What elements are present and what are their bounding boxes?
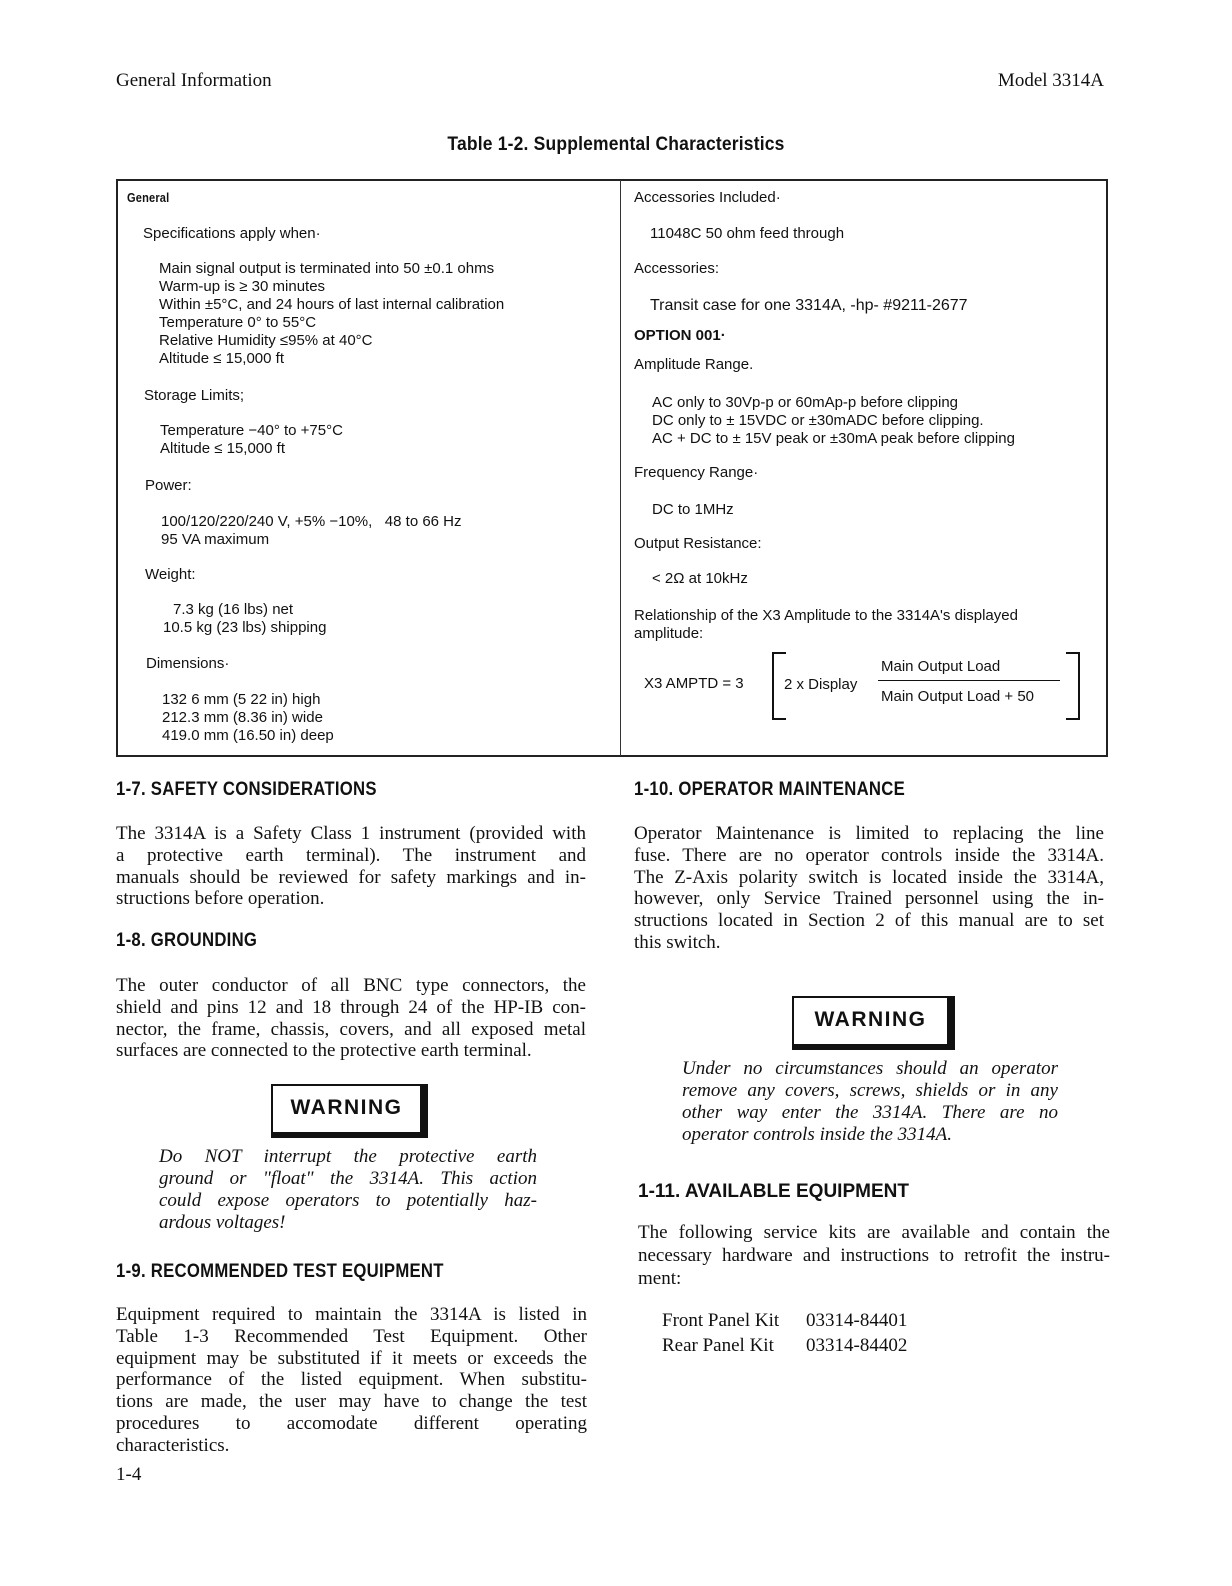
amplitude-range-label: Amplitude Range. [634, 356, 754, 373]
table-general-heading: General [127, 190, 170, 205]
relationship-text [634, 607, 1018, 643]
accessories-included-label: Accessories Included· [634, 189, 781, 206]
text-line: this switch. [634, 931, 721, 953]
warning-line: other way enter the 3314A. There are no [682, 1102, 1058, 1123]
grounding-warning-text [159, 1146, 537, 1234]
warning-line: Do NOT interrupt the protective earth [159, 1146, 537, 1167]
dimensions-label: Dimensions· [146, 655, 230, 672]
text-line: Operator Maintenance is limited to replacing the line [634, 823, 1104, 844]
warning-line: ardous voltages! [159, 1212, 286, 1233]
option-label: OPTION 001· [634, 327, 726, 344]
spec-apply-label: Specifications apply when· [143, 225, 321, 242]
storage-limits-list [160, 422, 343, 458]
power-label: Power: [145, 477, 192, 494]
text-line: The following service kits are available and contain the [638, 1222, 1110, 1243]
text-line: procedures to accomodate different operating [116, 1412, 587, 1434]
operator-warning-badge: WARNING [792, 996, 955, 1050]
text-line: surfaces are connected to the protective earth terminal. [116, 1040, 532, 1062]
formula-fraction-bar [878, 680, 1060, 681]
output-resistance-label: Output Resistance: [634, 535, 762, 552]
grounding-paragraph [116, 975, 586, 1062]
text-line: manuals should be reviewed for safety markings and in- [116, 866, 586, 888]
accessories-included-item: 11048C 50 ohm feed through [650, 225, 845, 242]
power-item: 100/120/220/240 V, +5% −10%, 48 to 66 Hz [161, 513, 462, 530]
power-item: 95 VA maximum [161, 531, 270, 548]
weight-label: Weight: [145, 566, 196, 583]
available-heading: 1-11. AVAILABLE EQUIPMENT [638, 1181, 909, 1202]
formula-denominator: Main Output Load + 50 [881, 688, 1035, 705]
formula-right-bracket [1066, 652, 1080, 720]
dimensions-list [162, 691, 334, 745]
text-line: Table 1-3 Recommended Test Equipment. Other [116, 1325, 587, 1347]
kit-name: Front Panel Kit [662, 1310, 780, 1331]
warning-line: ground or "float" the 3314A. This action [159, 1168, 537, 1189]
operator-warning-text [682, 1058, 1058, 1146]
amplitude-range-list [652, 394, 1015, 448]
warning-line: operator controls inside the 3314A. [682, 1124, 953, 1145]
weight-item: 7.3 kg (16 lbs) net [173, 601, 294, 618]
dimension-item: 419.0 mm (16.50 in) deep [162, 727, 334, 744]
frequency-range-item: DC to 1MHz [652, 501, 734, 518]
available-paragraph [638, 1221, 1110, 1290]
warning-line: remove any covers, screws, shields or in any [682, 1080, 1058, 1101]
relationship-line: amplitude: [634, 625, 704, 642]
dimension-item: 132 6 mm (5 22 in) high [162, 691, 321, 708]
text-line: The outer conductor of all BNC type connectors, the [116, 975, 586, 996]
page-number: 1-4 [116, 1464, 142, 1485]
spec-condition: Main signal output is terminated into 50 ±0.1 ohms [159, 260, 495, 277]
formula-factor: 2 x Display [784, 676, 858, 693]
power-list [161, 513, 462, 549]
text-line: structions located in Section 2 of this manual are to set [634, 910, 1104, 932]
spec-condition: Temperature 0° to 55°C [159, 314, 317, 331]
kit-part-number: 03314-84401 [806, 1310, 908, 1331]
kit-name: Rear Panel Kit [662, 1335, 774, 1356]
warning-line: could expose operators to potentially haz- [159, 1190, 537, 1211]
text-line: necessary hardware and instructions to retrofit the instru- [638, 1245, 1110, 1266]
weight-item: 10.5 kg (23 lbs) shipping [163, 619, 327, 636]
storage-item: Altitude ≤ 15,000 ft [160, 440, 285, 457]
text-line: Equipment required to maintain the 3314A is listed in [116, 1304, 587, 1325]
text-line: performance of the listed equipment. When substitu- [116, 1369, 587, 1391]
safety-heading: 1-7. SAFETY CONSIDERATIONS [116, 779, 377, 800]
text-line: nector, the frame, chassis, covers, and all exposed metal [116, 1018, 586, 1040]
spec-condition: Warm-up is ≥ 30 minutes [159, 278, 326, 295]
amplitude-range-item: AC + DC to ± 15V peak or ±30mA peak before clipping [652, 430, 1015, 447]
operator-heading: 1-10. OPERATOR MAINTENANCE [634, 779, 906, 800]
grounding-heading: 1-8. GROUNDING [116, 930, 258, 951]
service-kit-row [662, 1333, 907, 1358]
table-title: Table 1-2. Supplemental Characteristics [447, 134, 785, 155]
storage-item: Temperature −40° to +75°C [160, 422, 343, 439]
spec-condition: Altitude ≤ 15,000 ft [159, 350, 284, 367]
safety-paragraph [116, 823, 586, 910]
text-line: fuse. There are no operator controls inside the 3314A. [634, 844, 1104, 866]
output-resistance-item: < 2Ω at 10kHz [652, 570, 748, 587]
operator-paragraph [634, 823, 1104, 954]
formula-lhs: X3 AMPTD = 3 [644, 675, 744, 692]
recommended-heading: 1-9. RECOMMENDED TEST EQUIPMENT [116, 1261, 444, 1282]
service-kits-list [662, 1308, 907, 1358]
spec-condition: Within ±5°C, and 24 hours of last internal calibration [159, 296, 505, 313]
accessories-item: Transit case for one 3314A, -hp- #9211-2677 [650, 297, 968, 314]
text-line: ment: [638, 1268, 682, 1289]
storage-limits-label: Storage Limits; [144, 387, 245, 404]
amplitude-range-item: AC only to 30Vp-p or 60mAp-p before clipping [652, 394, 959, 411]
text-line: tions are made, the user may have to change the test [116, 1391, 587, 1413]
text-line: shield and pins 12 and 18 through 24 of the HP-IB con- [116, 996, 586, 1018]
text-line: The 3314A is a Safety Class 1 instrument (provided with [116, 823, 586, 844]
header-section-title: General Information [116, 70, 272, 91]
text-line: equipment may be substituted if it meets or exceeds the [116, 1347, 587, 1369]
kit-part-number: 03314-84402 [806, 1335, 908, 1356]
dimension-item: 212.3 mm (8.36 in) wide [162, 709, 323, 726]
recommended-paragraph [116, 1304, 587, 1457]
spec-conditions-list [159, 260, 504, 368]
service-kit-row [662, 1308, 907, 1333]
text-line: The Z-Axis polarity switch is located inside the 3314A, [634, 866, 1104, 888]
text-line: a protective earth terminal). The instrument and [116, 844, 586, 866]
weight-list [163, 601, 326, 637]
warning-line: Under no circumstances should an operator [682, 1058, 1058, 1079]
amplitude-range-item: DC only to ± 15VDC or ±30mADC before clipping. [652, 412, 984, 429]
formula-numerator: Main Output Load [881, 658, 1001, 675]
frequency-range-label: Frequency Range· [634, 464, 759, 481]
table-column-divider [620, 180, 621, 756]
header-model: Model 3314A [997, 70, 1104, 91]
spec-condition: Relative Humidity ≤95% at 40°C [159, 332, 373, 349]
text-line: characteristics. [116, 1434, 230, 1456]
text-line: however, only Service Trained personnel using the in- [634, 888, 1104, 910]
text-line: structions before operation. [116, 888, 325, 910]
relationship-line: Relationship of the X3 Amplitude to the 3314A's displayed [634, 607, 1018, 624]
accessories-label: Accessories: [634, 260, 720, 277]
grounding-warning-badge: WARNING [271, 1084, 428, 1138]
